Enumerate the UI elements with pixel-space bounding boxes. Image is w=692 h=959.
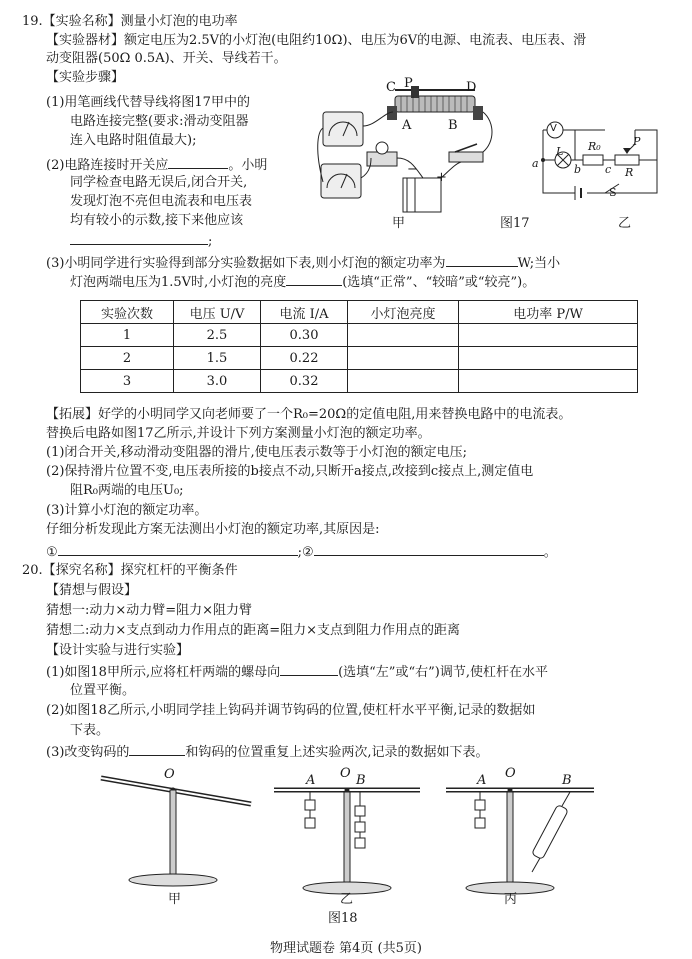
table-row [81, 324, 638, 347]
table-cell: 0.30 [261, 324, 348, 347]
q19-extension-line2: 替换后电路如图17乙所示,并设计下列方案测量小灯泡的额定功率。 [46, 426, 431, 441]
q20-design-2b: 下表。 [70, 723, 110, 738]
q19-extension-line1: 【拓展】好学的小明同学又向老师要了一个R₀=20Ω的定值电阻,用来替换电路中的电流表。 [46, 407, 572, 422]
q20-design-1a: (1)如图18甲所示,应将杠杆两端的螺母向 (选填“左”或“右”)调节,使杠杆在水平 [46, 665, 548, 680]
table-cell: 3 [81, 370, 174, 393]
fig18-label-jia: 甲 [168, 892, 182, 907]
fig18-yi-A: A [306, 773, 316, 788]
q20-design-heading: 【设计实验与进行实验】 [46, 643, 190, 658]
fig17-yi-R: R [625, 166, 634, 179]
table-header-row [81, 301, 638, 324]
table-cell: 2 [81, 347, 174, 370]
fig17-yi-P: P [633, 135, 641, 148]
table-cell: 2.5 [174, 324, 261, 347]
figure18-bing-lever [444, 778, 614, 898]
q19-equipment-line1: 【实验器材】额定电压为2.5V的小灯泡(电阻约10Ω)、电压为6V的电源、电流表、电压表、滑 [46, 33, 587, 48]
q19-title: 19.【实验名称】测量小灯泡的电功率 [22, 14, 238, 29]
fig17-yi-L: L [556, 145, 564, 158]
fig17-label-P: P [404, 76, 413, 91]
fig17-yi-S: S [609, 186, 617, 199]
table-header-cell: 小灯泡亮度 [348, 301, 459, 324]
q19-step1-line1: (1)用笔画线代替导线将图17甲中的 [46, 95, 250, 110]
q19-step2-line3: 发现灯泡不亮但电流表和电压表 [70, 194, 253, 209]
answer-blank-quantity[interactable] [129, 743, 185, 756]
table-cell[interactable] [459, 370, 638, 393]
table-cell[interactable] [348, 370, 459, 393]
q19-extension-line5: 阻R₀两端的电压U₀; [70, 483, 184, 498]
fig17-caption: 图17 [500, 216, 530, 231]
q19-step1-line2: 电路连接完整(要求:滑动变阻器 [70, 114, 249, 129]
table-cell[interactable] [348, 324, 459, 347]
answer-blank-rated-power[interactable] [446, 254, 518, 267]
fig17-label-D: D [466, 80, 477, 95]
fig17-yi-b: b [574, 163, 582, 176]
answer-blank-reason-1[interactable] [58, 543, 298, 556]
table-header-cell: 实验次数 [81, 301, 174, 324]
answer-blank-direction[interactable] [280, 663, 338, 676]
fig17-label-C: C [386, 80, 396, 95]
table-row [81, 347, 638, 370]
q20-design-1b: 位置平衡。 [70, 683, 136, 698]
table-header-cell: 电压 U/V [174, 301, 261, 324]
answer-blank-switch[interactable] [168, 156, 228, 169]
answer-blank-next-step[interactable] [70, 232, 208, 245]
fig18-jia-O: O [164, 767, 175, 782]
table-cell: 0.32 [261, 370, 348, 393]
q19-extension-line6: (3)计算小灯泡的额定功率。 [46, 503, 208, 518]
q19-extension-line3: (1)闭合开关,移动滑动变阻器的滑片,使电压表示数等于小灯泡的额定电压; [46, 445, 468, 460]
q19-step2-line1: (2)电路连接时开关应 。小明 [46, 158, 268, 173]
q19-step3-line2: 灯泡两端电压为1.5V时,小灯泡的亮度 (选填“正常”、“较暗”或“较亮”)。 [70, 275, 536, 290]
table-row [81, 370, 638, 393]
fig17-label-jia: 甲 [392, 216, 406, 231]
table-cell: 1 [81, 324, 174, 347]
fig17-label-B: B [448, 118, 458, 133]
q19-step2-line2: 同学检查电路无误后,闭合开关, [70, 175, 248, 190]
figure18-jia-lever [95, 770, 265, 890]
q19-data-table [80, 300, 638, 393]
table-cell[interactable] [459, 347, 638, 370]
q19-steps-heading: 【实验步骤】 [46, 70, 125, 85]
fig18-bing-O: O [505, 766, 516, 781]
table-cell[interactable] [348, 347, 459, 370]
fig18-label-bing: 丙 [504, 892, 518, 907]
figure17-jia [315, 82, 505, 222]
table-cell[interactable] [459, 324, 638, 347]
fig17-label-A: A [402, 118, 412, 133]
q19-extension-answers: ① ;② 。 [46, 545, 557, 560]
q19-equipment-line2: 动变阻器(50Ω 0.5A)、开关、导线若干。 [46, 51, 287, 66]
q19-extension-line7: 仔细分析发现此方案无法测出小灯泡的额定功率,其原因是: [46, 522, 380, 537]
fig17-yi-R0: R₀ [588, 140, 601, 153]
q19-step2-line5: ; [70, 232, 212, 250]
q19-step2-line4: 均有较小的示数,接下来他应该 [70, 213, 244, 228]
q20-title: 20.【探究名称】探究杠杆的平衡条件 [22, 563, 238, 578]
figure18-yi-lever [270, 778, 440, 898]
q19-step3-line1: (3)小明同学进行实验得到部分实验数据如下表,则小灯泡的额定功率为 W;当小 [46, 256, 561, 271]
q20-hypothesis-2: 猜想二:动力×支点到动力作用点的距离=阻力×支点到阻力作用点的距离 [46, 623, 461, 638]
answer-blank-brightness[interactable] [286, 273, 342, 286]
fig18-caption: 图18 [328, 911, 358, 926]
fig17-label-plus: + [436, 170, 447, 185]
q20-design-3: (3)改变钩码的 和钩码的位置重复上述实验两次,记录的数据如下表。 [46, 745, 489, 760]
fig18-bing-A: A [477, 773, 487, 788]
page-footer: 物理试题卷 第4页 (共5页) [270, 941, 422, 956]
table-header-cell: 电功率 P/W [459, 301, 638, 324]
fig17-label-yi: 乙 [618, 216, 632, 231]
table-cell: 0.22 [261, 347, 348, 370]
fig17-yi-a: a [532, 157, 539, 170]
table-header-cell: 电流 I/A [261, 301, 348, 324]
q20-hypothesis-1: 猜想一:动力×动力臂=阻力×阻力臂 [46, 603, 253, 618]
fig17-label-minus: − [407, 162, 418, 177]
q20-hypothesis-heading: 【猜想与假设】 [46, 583, 138, 598]
q19-step1-line3: 连入电路时阻值最大); [70, 133, 197, 148]
fig17-yi-V: V [550, 123, 557, 134]
fig18-label-yi: 乙 [340, 892, 354, 907]
fig18-bing-B: B [562, 773, 572, 788]
q19-extension-line4: (2)保持滑片位置不变,电压表所接的b接点不动,只断开a接点,改接到c接点上,测定值电 [46, 464, 534, 479]
table-cell: 1.5 [174, 347, 261, 370]
answer-blank-reason-2[interactable] [314, 543, 544, 556]
fig17-yi-c: c [605, 163, 612, 176]
q20-design-2a: (2)如图18乙所示,小明同学挂上钩码并调节钩码的位置,使杠杆水平平衡,记录的数据如 [46, 703, 536, 718]
table-cell: 3.0 [174, 370, 261, 393]
fig18-yi-B: B [356, 773, 366, 788]
fig18-yi-O: O [340, 766, 351, 781]
